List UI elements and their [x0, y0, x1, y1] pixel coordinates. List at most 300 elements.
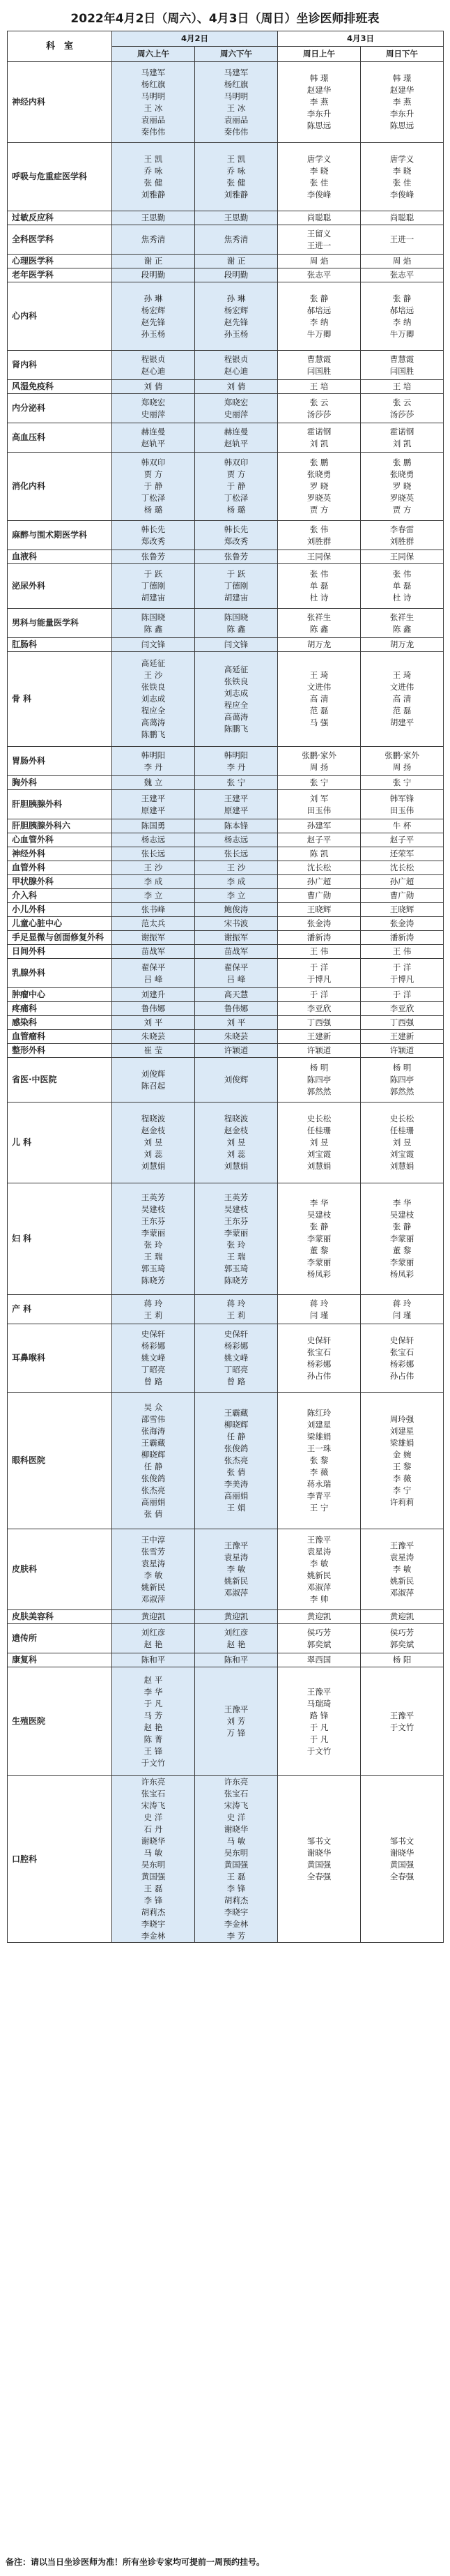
- doctor-name: 刘 昱: [392, 1137, 412, 1147]
- doctor-name: 原建平: [224, 805, 249, 815]
- doctor-name: 李东升: [389, 109, 414, 119]
- doctor-name: 杨凤彩: [307, 1269, 332, 1279]
- doctor-name: 王 冰: [226, 103, 246, 113]
- doctor-name: 王留义: [307, 228, 332, 238]
- table-row: [8, 1058, 444, 1103]
- doctor-name: 闫国胜: [307, 365, 332, 376]
- doctor-name: 孙广超: [389, 877, 414, 886]
- table-row: [8, 959, 444, 988]
- doctor-name: 全春强: [389, 1872, 414, 1881]
- doctor-cell: [278, 1295, 361, 1324]
- doctor-name: 许颖道: [224, 1045, 249, 1055]
- doctor-name: 朱晓芸: [141, 1031, 166, 1041]
- doctor-cell: [112, 847, 195, 861]
- doctor-name: 韩双印: [141, 457, 166, 467]
- doctor-name: 李东升: [307, 109, 332, 119]
- doctor-name: 沈长松: [389, 863, 414, 872]
- doctor-name: 柳晓辉: [141, 1449, 166, 1460]
- doctor-name: 李 纳: [309, 317, 329, 327]
- doctor-name: 李蒙丽: [224, 1227, 249, 1238]
- doctor-cell: [112, 1324, 195, 1393]
- doctor-cell: [278, 380, 361, 394]
- doctor-name: 丁松泽: [224, 493, 249, 503]
- table-row: [8, 564, 444, 609]
- doctor-cell: [112, 1058, 195, 1103]
- table-row: [8, 889, 444, 903]
- dept-name: 眼科医院: [8, 1393, 112, 1529]
- doctor-name: 姚文峰: [224, 1353, 249, 1363]
- doctor-cell: [278, 1667, 361, 1776]
- doctor-name: 丁德刚: [224, 581, 249, 591]
- doctor-name: 蒋 玲: [143, 1298, 163, 1308]
- doctor-name: 李蒙丽: [389, 1234, 414, 1243]
- dept-name: 风湿免疫科: [8, 380, 112, 394]
- doctor-name: 史 洋: [226, 1812, 246, 1822]
- table-row: [8, 652, 444, 747]
- doctor-cell: [195, 609, 278, 638]
- doctor-name: 李 成: [143, 877, 163, 886]
- doctor-name: 杨彩娜: [141, 1341, 166, 1351]
- doctor-name: 刘志成: [141, 694, 166, 704]
- doctor-cell: [278, 945, 361, 959]
- doctor-cell: [195, 282, 278, 351]
- doctor-cell: [361, 847, 444, 861]
- dept-name: 省医·中医院: [8, 1058, 112, 1103]
- table-row: [8, 1002, 444, 1016]
- doctor-cell: [361, 609, 444, 638]
- doctor-name: 杨 璐: [226, 505, 246, 515]
- session-header: 周日下午: [361, 47, 444, 62]
- doctor-name: 胡莉杰: [224, 1895, 249, 1905]
- doctor-cell: [112, 1016, 195, 1030]
- doctor-name: 黄迎凯: [141, 1612, 166, 1621]
- doctor-name: 张 倩: [143, 1508, 163, 1519]
- doctor-name: 鲁伟娜: [141, 1003, 166, 1013]
- doctor-cell: [278, 776, 361, 790]
- dept-name: 感染科: [8, 1016, 112, 1030]
- dept-name: 乳腺外科: [8, 959, 112, 988]
- doctor-name: 王英芳: [224, 1192, 249, 1202]
- doctor-cell: [195, 638, 278, 652]
- doctor-cell: [361, 394, 444, 423]
- doctor-name: 马 敏: [226, 1836, 246, 1846]
- doctor-name: 刘慧娟: [141, 1161, 166, 1171]
- doctor-cell: [361, 861, 444, 875]
- doctor-cell: [278, 959, 361, 988]
- dept-name: 皮肤美容科: [8, 1610, 112, 1624]
- doctor-name: 李 敏: [392, 1564, 412, 1574]
- doctor-name: 史保轩: [224, 1329, 249, 1339]
- doctor-name: 蒋 玲: [226, 1298, 246, 1308]
- doctor-name: 孙玉杨: [141, 328, 166, 339]
- doctor-name: 张 云: [392, 397, 412, 407]
- doctor-cell: [195, 1183, 278, 1295]
- doctor-name: 陈思远: [389, 121, 414, 130]
- doctor-name: 王 瑞: [226, 1251, 246, 1262]
- doctor-name: 范 磊: [392, 706, 412, 715]
- doctor-name: 刘 倩: [143, 381, 163, 391]
- doctor-name: 张 鹏: [392, 457, 412, 467]
- doctor-name: 马明明: [141, 91, 166, 101]
- table-row: [8, 423, 444, 453]
- doctor-cell: [361, 1016, 444, 1030]
- table-row: [8, 1324, 444, 1393]
- doctor-name: 王进一: [307, 240, 332, 250]
- table-row: [8, 931, 444, 945]
- doctor-cell: [278, 1610, 361, 1624]
- doctor-name: 陈国晓: [224, 612, 249, 622]
- dept-name: 日间外科: [8, 945, 112, 959]
- doctor-cell: [361, 1653, 444, 1667]
- dept-name: 儿童心脏中心: [8, 917, 112, 931]
- doctor-name: 高丽娟: [141, 1497, 166, 1507]
- doctor-name: 王 锋: [143, 1745, 163, 1756]
- doctor-name: 马明明: [224, 91, 249, 101]
- doctor-name: 马 强: [309, 718, 329, 727]
- doctor-cell: [112, 747, 195, 776]
- doctor-name: 高天慧: [224, 990, 249, 999]
- doctor-name: 周 扬: [309, 762, 329, 772]
- doctor-name: 张 静: [392, 1222, 412, 1232]
- doctor-cell: [195, 917, 278, 931]
- doctor-cell: [278, 564, 361, 609]
- doctor-name: 李 燕: [392, 97, 412, 107]
- doctor-name: 谢 正: [143, 256, 163, 266]
- session-header: 周日上午: [278, 47, 361, 62]
- doctor-name: 杨志远: [141, 835, 166, 844]
- doctor-cell: [278, 889, 361, 903]
- doctor-name: 董 黎: [309, 1245, 329, 1255]
- doctor-name: 李美涛: [224, 1479, 249, 1489]
- doctor-name: 潘新涛: [307, 932, 332, 942]
- doctor-cell: [112, 268, 195, 282]
- doctor-name: 韩明阳: [141, 750, 166, 760]
- doctor-name: 黄国强: [141, 1872, 166, 1881]
- doctor-cell: [195, 1776, 278, 1943]
- table-row: [8, 255, 444, 268]
- doctor-name: 刘慧娟: [224, 1161, 249, 1171]
- doctor-cell: [361, 143, 444, 211]
- doctor-name: 李 华: [143, 1686, 163, 1697]
- table-header: [8, 31, 444, 62]
- doctor-name: 许颖道: [307, 1045, 332, 1055]
- doctor-name: 史 洋: [143, 1812, 163, 1822]
- doctor-name: 黄国强: [389, 1860, 414, 1870]
- doctor-cell: [112, 1044, 195, 1058]
- doctor-cell: [361, 453, 444, 521]
- doctor-name: 李 华: [392, 1198, 412, 1208]
- doctor-cell: [195, 875, 278, 889]
- doctor-name: 张 黎: [309, 1455, 329, 1465]
- doctor-name: 赵 艳: [226, 1639, 246, 1649]
- doctor-name: 邹书文: [389, 1836, 414, 1846]
- dept-name: 血管瘤科: [8, 1030, 112, 1044]
- doctor-name: 袁星涛: [307, 1546, 332, 1556]
- doctor-name: 王东芬: [224, 1215, 249, 1226]
- doctor-name: 韩双印: [224, 457, 249, 467]
- dept-name: 胃肠外科: [8, 747, 112, 776]
- doctor-name: 张 玲: [226, 1239, 246, 1250]
- doctor-name: 赵金枝: [141, 1126, 166, 1135]
- table-row: [8, 268, 444, 282]
- doctor-cell: [112, 351, 195, 380]
- doctor-name: 姚新民: [141, 1582, 166, 1592]
- doctor-name: 牛万卿: [307, 328, 332, 339]
- doctor-name: 郭然然: [389, 1086, 414, 1096]
- doctor-name: 李 宁: [392, 1485, 412, 1495]
- doctor-name: 张 伟: [392, 569, 412, 579]
- doctor-name: 邹书文: [307, 1836, 332, 1846]
- doctor-cell: [195, 1030, 278, 1044]
- doctor-name: 王 琦: [392, 670, 412, 680]
- table-row: [8, 609, 444, 638]
- doctor-cell: [278, 268, 361, 282]
- doctor-name: 丁松泽: [141, 493, 166, 503]
- doctor-cell: [112, 550, 195, 564]
- doctor-name: 张雪芳: [141, 1546, 166, 1556]
- dept-name: 神经内科: [8, 62, 112, 143]
- doctor-cell: [361, 1667, 444, 1776]
- doctor-name: 张海涛: [141, 1425, 166, 1436]
- doctor-name: 陈晓芳: [224, 1275, 249, 1285]
- doctor-name: 张祥生: [307, 612, 332, 622]
- doctor-name: 万 锋: [226, 1728, 246, 1738]
- doctor-name: 路 锋: [309, 1710, 329, 1720]
- table-row: [8, 1653, 444, 1667]
- doctor-name: 陈红玲: [307, 1408, 332, 1418]
- doctor-name: 王思勤: [141, 213, 166, 222]
- doctor-name: 霍诺钢: [389, 426, 414, 437]
- doctor-name: 袁丽品: [224, 114, 249, 125]
- doctor-name: 张 佳: [309, 177, 329, 188]
- doctor-name: 孙占伟: [389, 1370, 414, 1381]
- doctor-name: 刘 昱: [143, 1137, 163, 1147]
- doctor-name: 曹慧霞: [307, 354, 332, 364]
- doctor-cell: [278, 453, 361, 521]
- doctor-name: 罗 晓: [392, 481, 412, 491]
- doctor-name: 崔 莹: [143, 1045, 163, 1055]
- doctor-name: 刘 蕊: [226, 1149, 246, 1159]
- doctor-name: 李春雷: [389, 524, 414, 534]
- doctor-cell: [112, 225, 195, 255]
- doctor-name: 王豫平: [307, 1686, 332, 1697]
- dept-name: 肾内科: [8, 351, 112, 380]
- doctor-name: 高丽娟: [224, 1491, 249, 1501]
- doctor-cell: [112, 521, 195, 550]
- doctor-name: 贾 方: [309, 505, 329, 515]
- doctor-name: 于 洋: [392, 962, 412, 972]
- doctor-name: 霍诺钢: [307, 426, 332, 437]
- doctor-cell: [278, 211, 361, 225]
- doctor-name: 杨彩娜: [224, 1341, 249, 1351]
- doctor-name: 杨彩娜: [307, 1358, 332, 1369]
- doctor-cell: [195, 790, 278, 819]
- doctor-name: 陈和平: [141, 1655, 166, 1665]
- doctor-name: 王 沙: [143, 670, 163, 680]
- doctor-name: 沈长松: [307, 863, 332, 872]
- table-row: [8, 1016, 444, 1030]
- doctor-name: 周 焰: [392, 256, 412, 266]
- doctor-name: 曹慧霞: [389, 354, 414, 364]
- doctor-cell: [361, 747, 444, 776]
- date-header-2: 4月3日: [278, 31, 444, 47]
- doctor-name: 赵 艳: [143, 1722, 163, 1732]
- doctor-name: 文进伟: [389, 682, 414, 692]
- dept-name: 儿 科: [8, 1103, 112, 1183]
- doctor-cell: [112, 609, 195, 638]
- doctor-cell: [278, 1002, 361, 1016]
- dept-name: 肛肠科: [8, 638, 112, 652]
- doctor-cell: [278, 1030, 361, 1044]
- dept-column-header: 科 室: [8, 31, 112, 62]
- doctor-name: 刘宝霞: [307, 1149, 332, 1159]
- doctor-cell: [278, 833, 361, 847]
- doctor-name: 高蔼涛: [141, 718, 166, 727]
- doctor-name: 谢晓华: [224, 1824, 249, 1834]
- doctor-name: 梁雄娟: [389, 1437, 414, 1448]
- doctor-cell: [278, 521, 361, 550]
- doctor-name: 鲁伟娜: [224, 1003, 249, 1013]
- doctor-cell: [278, 255, 361, 268]
- doctor-name: 王 凯: [143, 153, 163, 164]
- doctor-name: 刘 军: [309, 793, 329, 803]
- doctor-name: 王 宁: [309, 1503, 329, 1513]
- doctor-name: 郭奕斌: [307, 1639, 332, 1649]
- doctor-cell: [278, 282, 361, 351]
- table-row: [8, 1624, 444, 1653]
- doctor-name: 张 伟: [309, 569, 329, 579]
- doctor-name: 赵子平: [307, 835, 332, 844]
- doctor-cell: [361, 776, 444, 790]
- doctor-name: 王晓辉: [389, 904, 414, 914]
- doctor-name: 史保轩: [141, 1329, 166, 1339]
- doctor-name: 尚聪聪: [307, 213, 332, 222]
- doctor-name: 刘雅静: [141, 189, 166, 199]
- page-title: 2022年4月2日（周六）、4月3日（周日）坐诊医师排班表: [70, 12, 380, 26]
- dept-name: 肝胆胰腺外科六: [8, 819, 112, 833]
- doctor-cell: [278, 1324, 361, 1393]
- doctor-name: 王豫平: [389, 1710, 414, 1720]
- doctor-name: 郭然然: [307, 1086, 332, 1096]
- doctor-name: 袁丽品: [141, 114, 166, 125]
- doctor-cell: [112, 1393, 195, 1529]
- doctor-name: 丁西强: [307, 1017, 332, 1027]
- schedule-table: [7, 31, 444, 1943]
- doctor-name: 李 丹: [143, 762, 163, 772]
- doctor-name: 李 成: [226, 877, 246, 886]
- doctor-name: 侯巧芳: [307, 1627, 332, 1637]
- doctor-name: 孙 琳: [226, 293, 246, 303]
- doctor-name: 丁德刚: [141, 581, 166, 591]
- doctor-name: 杨宏辉: [224, 305, 249, 315]
- doctor-name: 王豫平: [224, 1704, 249, 1714]
- session-header: 周六下午: [195, 47, 278, 62]
- doctor-cell: [361, 1044, 444, 1058]
- doctor-name: 李 晓: [392, 165, 412, 176]
- doctor-name: 陈鹏飞: [224, 723, 249, 734]
- table-row: [8, 394, 444, 423]
- doctor-name: 谢晓华: [141, 1836, 166, 1846]
- doctor-cell: [112, 1103, 195, 1183]
- doctor-name: 陈和平: [224, 1655, 249, 1665]
- doctor-name: 贾 方: [143, 469, 163, 479]
- doctor-name: 王同保: [389, 552, 414, 561]
- dept-name: 血管外科: [8, 861, 112, 875]
- doctor-name: 刘 平: [143, 1017, 163, 1027]
- doctor-name: 王建新: [307, 1031, 332, 1041]
- doctor-cell: [195, 1044, 278, 1058]
- doctor-cell: [112, 931, 195, 945]
- doctor-name: 李 薇: [309, 1467, 329, 1477]
- session-header: 周六上午: [112, 47, 195, 62]
- doctor-name: 刘建星: [307, 1420, 332, 1430]
- doctor-name: 赵 平: [143, 1674, 163, 1685]
- doctor-name: 谢晓华: [389, 1848, 414, 1858]
- dept-name: 生殖医院: [8, 1667, 112, 1776]
- doctor-name: 王 沙: [143, 863, 163, 872]
- doctor-name: 陈国晓: [141, 612, 166, 622]
- doctor-name: 张长远: [141, 849, 166, 858]
- doctor-name: 罗 晓: [309, 481, 329, 491]
- doctor-name: 郝培远: [389, 305, 414, 315]
- doctor-name: 范太兵: [141, 918, 166, 928]
- doctor-name: 赵子平: [389, 835, 414, 844]
- doctor-name: 原建平: [141, 805, 166, 815]
- doctor-name: 张志平: [389, 270, 414, 280]
- doctor-name: 孙占伟: [307, 1370, 332, 1381]
- table-row: [8, 1610, 444, 1624]
- doctor-name: 刘 昱: [309, 1137, 329, 1147]
- doctor-name: 于 跃: [226, 569, 246, 579]
- doctor-name: 刘雅静: [224, 189, 249, 199]
- doctor-name: 邓淑萍: [307, 1582, 332, 1592]
- doctor-name: 鲍俊涛: [224, 904, 249, 914]
- doctor-name: 王 黎: [392, 1461, 412, 1471]
- doctor-name: 许东亮: [224, 1777, 249, 1787]
- doctor-name: 高 清: [309, 694, 329, 704]
- doctor-cell: [361, 564, 444, 609]
- doctor-name: 孙广超: [307, 877, 332, 886]
- doctor-name: 张晓勇: [307, 469, 332, 479]
- doctor-cell: [278, 790, 361, 819]
- doctor-cell: [112, 1002, 195, 1016]
- doctor-cell: [112, 833, 195, 847]
- doctor-cell: [361, 521, 444, 550]
- doctor-name: 梁雄娟: [307, 1432, 332, 1441]
- doctor-name: 王 娟: [226, 1503, 246, 1513]
- doctor-name: 王 冰: [143, 103, 163, 113]
- doctor-name: 谢 正: [226, 256, 246, 266]
- doctor-name: 刘宝霞: [389, 1149, 414, 1159]
- table-row: [8, 550, 444, 564]
- doctor-name: 陈 鑫: [226, 623, 246, 634]
- doctor-cell: [278, 1653, 361, 1667]
- doctor-name: 李 燕: [309, 97, 329, 107]
- doctor-name: 程应全: [141, 706, 166, 715]
- doctor-name: 张书峰: [141, 904, 166, 914]
- doctor-name: 马瑞琦: [307, 1698, 332, 1709]
- doctor-name: 赵先锋: [224, 317, 249, 327]
- doctor-cell: [112, 959, 195, 988]
- table-row: [8, 211, 444, 225]
- doctor-name: 张俊鸽: [141, 1473, 166, 1483]
- doctor-name: 王思勤: [224, 213, 249, 222]
- doctor-cell: [278, 638, 361, 652]
- doctor-name: 蒋永瑞: [307, 1479, 332, 1489]
- doctor-name: 李 锋: [143, 1895, 163, 1905]
- doctor-cell: [195, 747, 278, 776]
- doctor-name: 张长远: [224, 849, 249, 858]
